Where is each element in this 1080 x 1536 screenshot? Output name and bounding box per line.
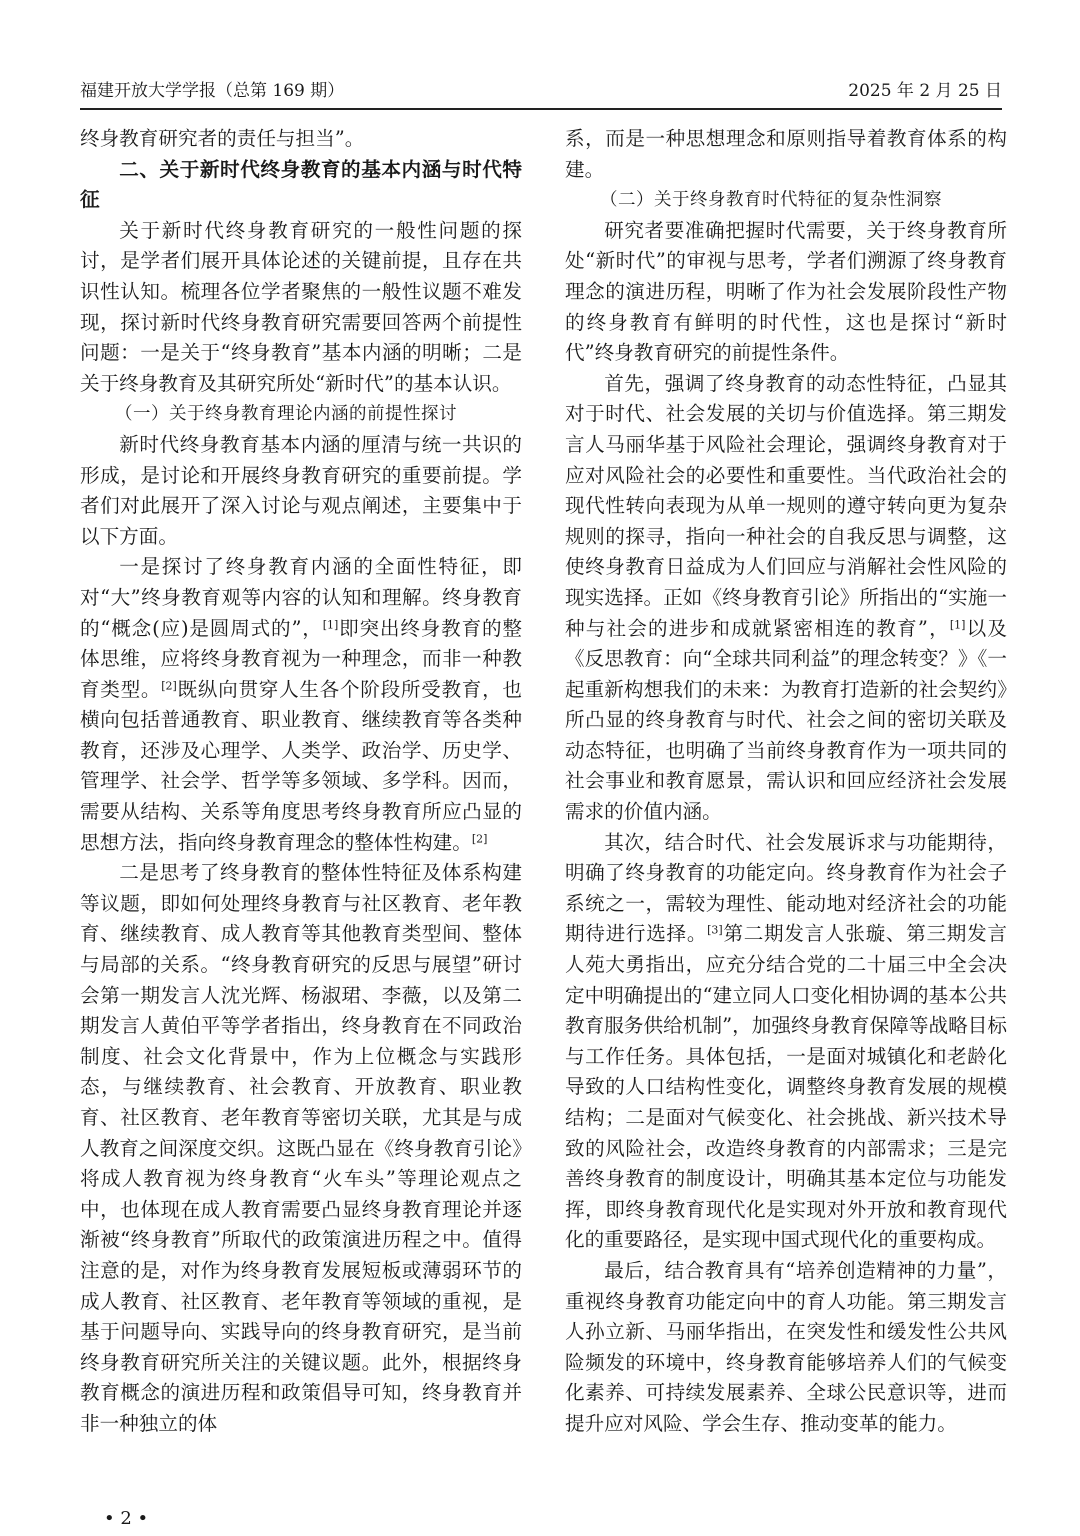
citation-ref: [3] (707, 923, 723, 937)
citation-ref: [1] (949, 617, 966, 631)
right-column (565, 124, 1007, 1440)
text-run: 首先，强调了终身教育的动态性特征，凸显其对于时代、社会发展的关切与价值选择。第三期发言人马丽华基于风险社会理论，强调终身教育对于应对风险社会的必要性和重要性。当代政治社会的现代性转向表现为从单一规则的遵守转向更为复杂规则的探寻，指向一种社会的自我反思与调整，这使终身教育日益成为人们回应与消解社会性风险的现实选择。正如《终身教育引论》所指出的“实施一种与社会的进步和成就紧密相连的教育”， (565, 371, 1007, 640)
paragraph: 关于新时代终身教育研究的一般性问题的探讨，是学者们展开具体论述的关键前提，且存在共识性认知。梳理各位学者聚焦的一般性议题不难发现，探讨新时代终身教育研究需要回答两个前提性问题：一是关于“终身教育”基本内涵的明晰；二是关于终身教育及其研究所处“新时代”的基本认识。 (80, 218, 522, 395)
paragraph: 终身教育研究者的责任与担当”。 (80, 127, 365, 150)
subsection-heading: （二）关于终身教育时代特征的复杂性洞察 (600, 190, 942, 211)
paragraph (565, 369, 1007, 828)
running-header (80, 76, 1002, 110)
citation-ref: [2] (161, 679, 177, 693)
citation-ref: [1] (322, 617, 339, 631)
text-run: 既纵向贯穿人生各个阶段所受教育，也横向包括普通教育、职业教育、继续教育等各类种教育，还涉及心理学、人类学、政治学、历史学、管理学、社会学、哲学等多领域、多学科。因而，需要从结构、关系等角度思考终身教育所应凸显的思想方法，指向终身教育理念的整体性构建。 (80, 677, 523, 854)
paragraph: 最后，结合教育具有“培养创造精神的力量”，重视终身教育功能定向中的育人功能。第三期发言人孙立新、马丽华指出，在突发性和缓发性公共风险频发的环境中，终身教育能够培养人们的气候变化素养、可持续发展素养、全球公民意识等，进而提升应对风险、学会生存、推动变革的能力。 (565, 1258, 1007, 1435)
paragraph: 研究者要准确把握时代需要，关于终身教育所处“新时代”的审视与思考，学者们溯源了终身教育理念的演进历程，明晰了作为社会发展阶段性产物的终身教育有鲜明的时代性，这也是探讨“新时代”终身教育研究的前提性条件。 (565, 218, 1007, 365)
subsection-heading: （一）关于终身教育理论内涵的前提性探讨 (115, 404, 457, 425)
paragraph (565, 828, 1007, 1256)
page-number: • 2 • (104, 1508, 149, 1529)
text-run: 即突出终身教育的整体思维，应将终身教育视为一种理念，而非一种教育类型。 (80, 616, 522, 701)
left-column (80, 124, 522, 1440)
text-run: 第二期发言人张璇、第三期发言人苑大勇指出，应充分结合党的二十届三中全会决定中明确提出的“建立同人口变化相协调的基本公共教育服务供给机制”，加强终身教育保障等战略目标与工作任务。具体包括，一是面对城镇化和老龄化导致的人口结构性变化，调整终身教育发展的规模结构；二是面对气候变化、社会挑战、新兴技术导致的风险社会，改造终身教育的内部需求；三是完善终身教育的制度设计，明确其基本定位与功能发挥，即终身教育现代化是实现对外开放和教育现代化的重要路径，是实现中国式现代化的重要构成。 (565, 922, 1008, 1252)
text-run: 其次，结合时代、社会发展诉求与功能期待，明确了终身教育的功能定向。终身教育作为社会子系统之一，需较为理性、能动地对经济社会的功能期待进行选择。 (565, 830, 1007, 946)
paragraph (80, 552, 522, 858)
paragraph: 新时代终身教育基本内涵的厘清与统一共识的形成，是讨论和开展终身教育研究的重要前提。学者们对此展开了深入讨论与观点阐述，主要集中于以下方面。 (80, 432, 522, 548)
citation-ref: [2] (471, 832, 488, 846)
text-run: 以及《反思教育：向“全球共同利益”的理念转变？》《一起重新构想我们的未来：为教育打造新的社会契约》所凸显的终身教育与时代、社会之间的密切关联及动态特征，也明确了当前终身教育作为一项共同的社会事业和教育愿景，需认识和回应经济社会发展需求的价值内涵。 (565, 616, 1007, 824)
section-heading: 二、关于新时代终身教育的基本内涵与时代特征 (80, 157, 522, 212)
issue-date: 2025 年 2 月 25 日 (848, 81, 1002, 101)
paragraph: 系，而是一种思想理念和原则指导着教育体系的构建。 (565, 127, 1007, 181)
journal-title: 福建开放大学学报（总第 169 期） (80, 81, 345, 101)
paragraph: 二是思考了终身教育的整体性特征及体系构建等议题，即如何处理终身教育与社区教育、老年教育、继续教育、成人教育等其他教育类型间、整体与局部的关系。“终身教育研究的反思与展望”研讨会第一期发言人沈光辉、杨淑珺、李薇，以及第二期发言人黄伯平等学者指出，终身教育在不同政治制度、社会文化背景中，作为上位概念与实践形态，与继续教育、社会教育、开放教育、职业教育、社区教育、老年教育等密切关联，尤其是与成人教育之间深度交织。这既凸显在《终身教育引论》将成人教育视为终身教育“火车头”等理论观点之中，也体现在成人教育需要凸显终身教育理论并逐渐被“终身教育”所取代的政策演进历程之中。值得注意的是，对作为终身教育发展短板或薄弱环节的成人教育、社区教育、老年教育等领域的重视，是基于问题导向、实践导向的终身教育研究，是当前终身教育研究所关注的关键议题。此外，根据终身教育概念的演进历程和政策倡导可知，终身教育并非一种独立的体 (80, 861, 522, 1435)
text-run: 一是探讨了终身教育内涵的全面性特征，即对“大”终身教育观等内容的认知和理解。终身教育的“概念(应)是圆周式的”， (80, 555, 522, 640)
